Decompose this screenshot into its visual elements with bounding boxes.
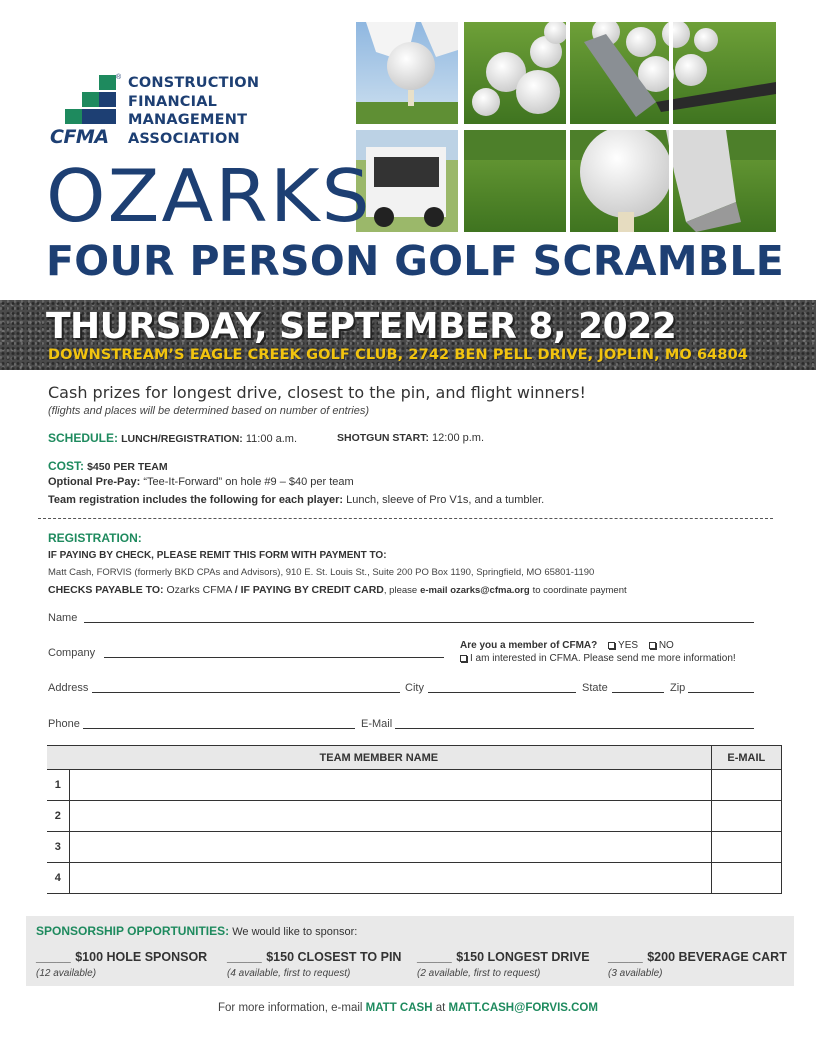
- cost-amount: $450 PER TEAM: [87, 461, 168, 473]
- registration-label: REGISTRATION:: [48, 531, 142, 545]
- member-email-cell[interactable]: [711, 863, 781, 894]
- event-date: THURSDAY, SEPTEMBER 8, 2022: [46, 306, 677, 347]
- member-name-cell[interactable]: [69, 832, 711, 863]
- state-label: State: [582, 682, 608, 694]
- sponsor-option-cart[interactable]: _____ $200 BEVERAGE CART (3 available): [608, 950, 787, 979]
- lunch-time: 11:00 a.m.: [245, 433, 298, 445]
- zip-label: Zip: [670, 682, 686, 694]
- intro-note: (flights and places will be determined based on number of entries): [48, 405, 370, 417]
- name-label: Name: [48, 612, 78, 624]
- phone-label: Phone: [48, 718, 80, 730]
- phone-field[interactable]: [83, 728, 355, 729]
- includes-text: Lunch, sleeve of Pro V1s, and a tumbler.: [346, 494, 545, 506]
- city-label: City: [405, 682, 424, 694]
- sponsorship-box: [26, 916, 794, 986]
- shotgun-time: 12:00 p.m.: [432, 432, 485, 444]
- cost-label: COST:: [48, 459, 84, 473]
- shotgun-label: SHOTGUN START:: [337, 432, 429, 444]
- event-venue: DOWNSTREAM’S EAGLE CREEK GOLF CLUB, 2742 BEN PELL DRIVE, JOPLIN, MO 64804: [48, 347, 748, 363]
- event-title: FOUR PERSON GOLF SCRAMBLE: [46, 237, 785, 285]
- schedule-label: SCHEDULE:: [48, 431, 119, 445]
- address-label: Address: [48, 682, 89, 694]
- company-label: Company: [48, 647, 96, 659]
- date-banner: [0, 300, 816, 370]
- prepay-text: “Tee-It-Forward” on hole #9 – $40 per team: [143, 476, 354, 488]
- table-row: 3: [47, 832, 782, 863]
- sponsor-option-hole[interactable]: _____ $100 HOLE SPONSOR (12 available): [36, 950, 208, 979]
- email-field[interactable]: [395, 728, 754, 729]
- table-row: 2: [47, 801, 782, 832]
- team-table: [47, 745, 782, 894]
- table-row: 1: [47, 770, 782, 801]
- sponsor-option-closest[interactable]: _____ $150 CLOSEST TO PIN (4 available, first to request): [227, 950, 402, 979]
- email-label: E-Mail: [361, 718, 393, 730]
- footer-contact: For more information, e-mail MATT CASH at MATT.CASH@FORVIS.COM: [218, 1002, 598, 1014]
- cfma-logo: [48, 74, 278, 154]
- remit-address: Matt Cash, FORVIS (formerly BKD CPAs and Advisors), 910 E. St. Louis St., Suite 200 PO Box 1190, Springfield, MO 65801-1190: [48, 567, 595, 578]
- includes-label: Team registration includes the following for each player:: [48, 494, 344, 506]
- golf-photos-image: [356, 22, 776, 232]
- state-field[interactable]: [612, 692, 664, 693]
- registered-mark: ®: [116, 74, 122, 81]
- table-row: 4: [47, 863, 782, 894]
- member-question: Are you a member of CFMA? YES NO: [460, 640, 674, 651]
- zip-field[interactable]: [688, 692, 754, 693]
- contact-name: MATT CASH: [365, 1002, 433, 1014]
- member-name-cell[interactable]: [69, 801, 711, 832]
- intro-lead: Cash prizes for longest drive, closest to the pin, and flight winners!: [48, 383, 586, 402]
- schedule-row: [48, 431, 297, 445]
- payable-to: Ozarks CFMA: [166, 584, 232, 596]
- chapter-name: OZARKS: [46, 154, 372, 238]
- sponsorship-heading: SPONSORSHIP OPPORTUNITIES: We would like to sponsor:: [36, 924, 358, 938]
- city-field[interactable]: [428, 692, 576, 693]
- header: [0, 0, 816, 300]
- member-email-cell[interactable]: [711, 801, 781, 832]
- company-field[interactable]: [104, 657, 444, 658]
- address-field[interactable]: [92, 692, 400, 693]
- contact-email[interactable]: MATT.CASH@FORVIS.COM: [448, 1002, 598, 1014]
- cost-row: [48, 459, 168, 473]
- golf-photo-collage: [356, 22, 776, 232]
- cut-line: [38, 518, 773, 519]
- yes-checkbox[interactable]: [608, 642, 615, 649]
- includes-row: [48, 494, 544, 506]
- interest-row: I am interested in CFMA. Please send me more information!: [452, 653, 736, 664]
- member-email-cell[interactable]: [711, 770, 781, 801]
- member-name-cell[interactable]: [69, 863, 711, 894]
- sponsor-option-longest[interactable]: _____ $150 LONGEST DRIVE (2 available, first to request): [417, 950, 590, 979]
- no-checkbox[interactable]: [649, 642, 656, 649]
- team-email-header: E-MAIL: [711, 746, 781, 770]
- member-name-cell[interactable]: [69, 770, 711, 801]
- name-field[interactable]: [84, 622, 754, 623]
- interested-checkbox[interactable]: [460, 655, 467, 662]
- credit-email: e-mail ozarks@cfma.org: [420, 585, 530, 596]
- prepay-label: Optional Pre-Pay:: [48, 476, 141, 488]
- logo-abbr: CFMA: [50, 126, 109, 148]
- credit-label: IF PAYING BY CREDIT CARD: [240, 584, 384, 596]
- check-instructions: IF PAYING BY CHECK, PLEASE REMIT THIS FORM WITH PAYMENT TO:: [48, 550, 387, 561]
- shotgun-row: [337, 432, 484, 444]
- logo-text: CONSTRUCTION FINANCIAL MANAGEMENT ASSOCIATION: [128, 75, 260, 147]
- lunch-label: LUNCH/REGISTRATION:: [121, 433, 243, 445]
- member-email-cell[interactable]: [711, 832, 781, 863]
- payable-row: CHECKS PAYABLE TO: Ozarks CFMA / IF PAYING BY CREDIT CARD, please e-mail ozarks@cfma.org to coordinate payment: [48, 584, 627, 596]
- team-name-header: TEAM MEMBER NAME: [47, 746, 711, 770]
- prepay-row: [48, 476, 354, 488]
- payable-label: CHECKS PAYABLE TO:: [48, 584, 164, 596]
